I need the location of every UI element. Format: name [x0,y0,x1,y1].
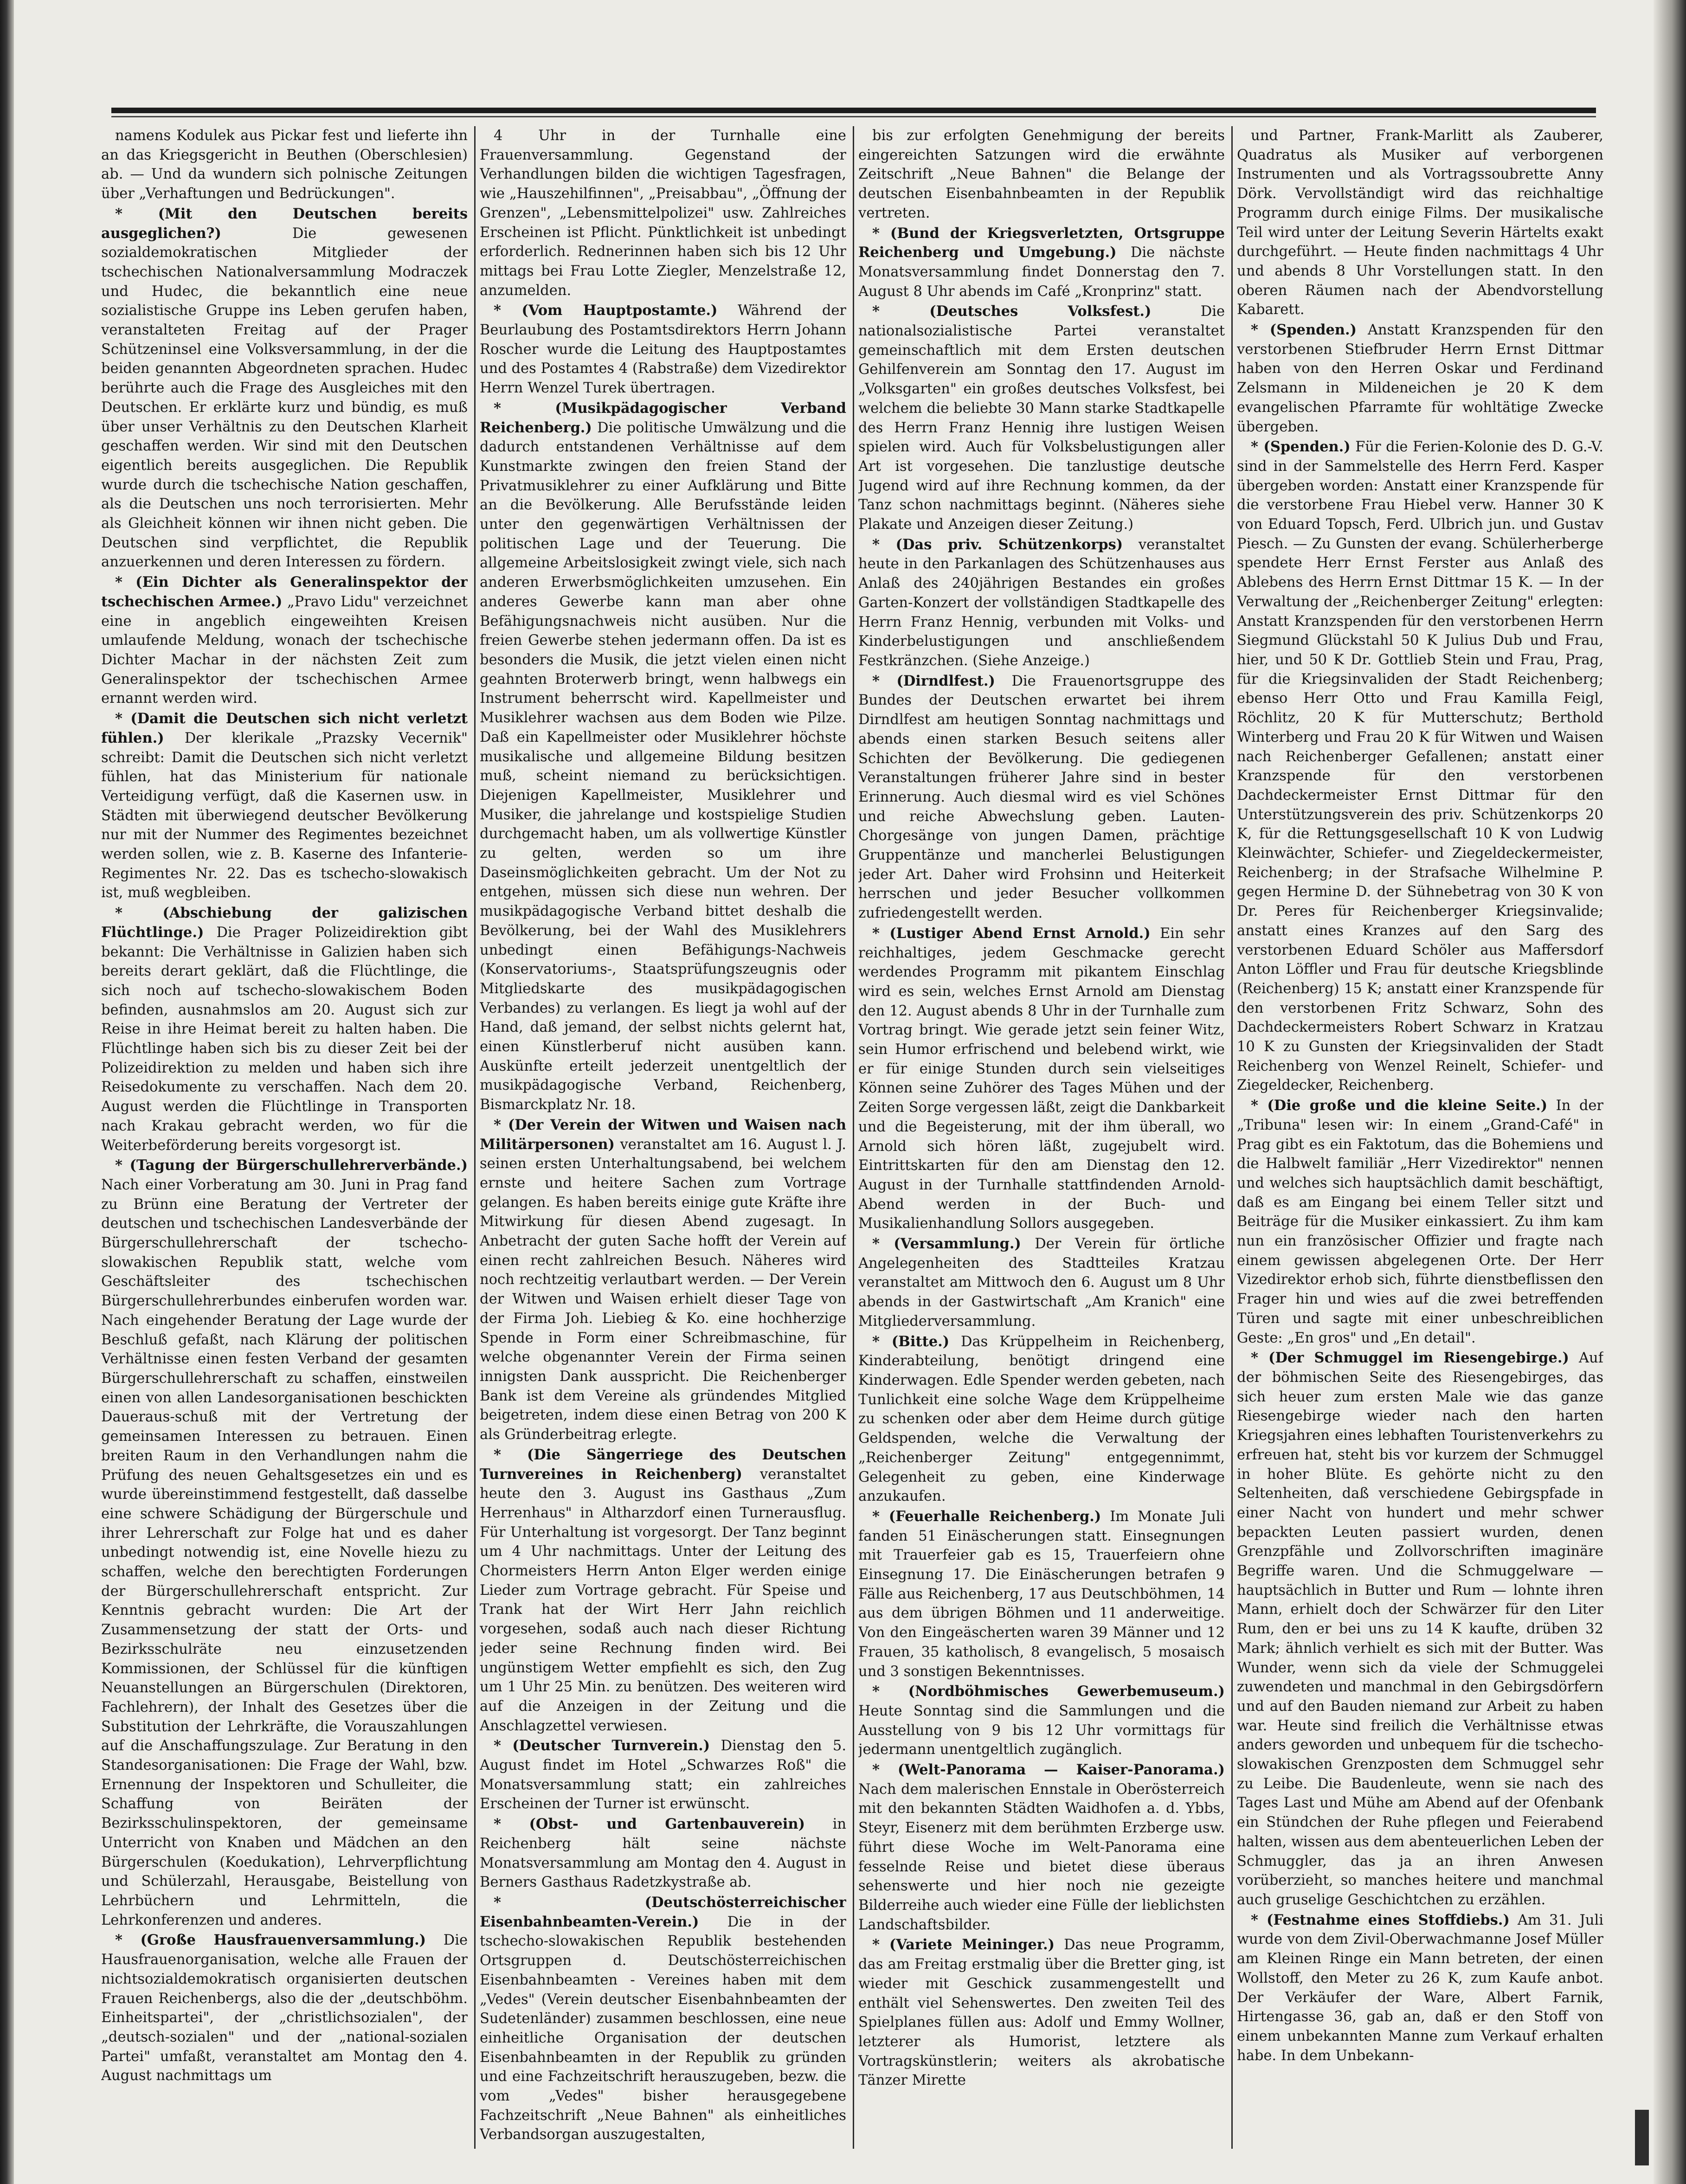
article-paragraph: * (Vom Hauptpostamte.) Während der Beurlaubung des Postamtsdirektors Herrn Johann Roscher wurde die Leitung des Hauptpostamtes und des Postamtes 4 (Rabstraße) dem Vizedirektor Herrn Wenzel Turek übertragen. [480,302,846,397]
article-heading: * (Deutsches Volksfest.) [872,303,1152,320]
article-paragraph: * (Der Schmuggel im Riesengebirge.) Auf der böhmischen Seite des Riesengebirges, das sich heuer zum ersten Male wie das ganze Riesengebirge wieder nach den harten Kriegsjahren eines lebhaften Touristenverkehrs zu erfreuen hat, steht bis vor kurzem der Schmuggel in hoher Blüte. Es gehörte nicht zu den Seltenheiten, daß verschiedene Gebirgspfade in einer Nacht von hundert und mehr schwer bepackten Leuten passiert wurden, denen Grenzpfähle und Zollvorschriften imaginäre Begriffe waren. Und die Schmuggelware — hauptsächlich in Butter und Rum — lohnte ihren Mann, erhielt doch der Schwärzer für den Liter Rum, den er bei uns zu 14 K kaufte, drüben 32 Mark; ähnlich verhielt es sich mit der Butter. Was Wunder, wenn sich da viele der Schmuggelei zuwendeten und manchmal in den Gebirgsdörfern und auf den Bauden niemand zur Arbeit zu haben war. Heute sind freilich die Verhältnisse etwas anders geworden und unbequem für die tschecho-slowakischen Grenzposten dem Schmuggel sehr zu Leibe. Die Baudenleute, wenn sie nach des Tages Last und Mühe am Abend auf der Ofenbank ein Stündchen der Ruhe pflegen und Feierabend halten, wissen aus dem abenteuerlichen Leben der Schmuggler, das ja an ihren Anwesen vorüberzieht, so manches heitere und manchmal auch gruselige Geschichtchen zu erzählen. [1237,1349,1603,1908]
article-heading: * (Der Schmuggel im Riesengebirge.) [1251,1349,1569,1367]
article-heading: * (Lustiger Abend Ernst Arnold.) [872,925,1151,942]
article-heading: * (Bitte.) [872,1333,950,1350]
article-heading: * (Feuerhalle Reichenberg.) [872,1508,1101,1525]
scan-binding-mark [1635,2110,1649,2165]
article-heading: * (Deutschösterreichischer Eisenbahnbeamten-Verein.) [480,1894,846,1930]
article-heading: * (Die große und die kleine Seite.) [1251,1097,1548,1114]
article-paragraph: * (Spenden.) Für die Ferien-Kolonie des D. G.-V. sind in der Sammelstelle des Herrn Ferd. Kasper übergeben worden: Anstatt einer Kranzspende für die verstorbene Frau Hiebel verw. Hanner 30 K von Eduard Topsch, Ferd. Ulbrich jun. und Gustav Piesch. — Zu Gunsten der evang. Schülerherberge spendete Herr Ernst Ferster aus Anlaß des Ablebens des Herrn Ernst Dittmar 15 K. — In der Verwaltung der „Reichenberger Zeitung" erlegten: Anstatt Kranzspenden für den verstorbenen Herrn Siegmund Glückstahl 50 K Julius Dub und Frau, hier, und 50 K Dr. Gottlieb Stein und Frau, Prag, für die Kriegsinvaliden der Stadt Reichenberg; ebenso Herr Otto und Frau Kamilla Feigl, Röchlitz, 20 K für Mutterschutz; Berthold Winterberg und Frau 20 K für Witwen und Waisen nach Reichenberger Gefallenen; anstatt einer Kranzspende für den verstorbenen Dachdeckermeister Ernst Dittmar für den Unterstützungsverein des priv. Schützenkorps 20 K, für die Rettungsgesellschaft 10 K von Ludwig Kleinwächter, Schiefer- und Ziegeldeckermeister, Reichenberg; in der Strafsache Wilhelmine P. gegen Hermine D. der Sühnebetrag von 30 K von Dr. Peres für Reichenberger Kriegsinvalide; anstatt eines Kranzes auf den Sarg des verstorbenen Eduard Schöler aus Maffersdorf Anton Löffler und Frau für deutsche Kriegsblinde (Reichenberg) 15 K; anstatt einer Kranzspende für den verstorbenen Fritz Schwarz, Sohn des Dachdeckermeisters Robert Schwarz in Kratzau 10 K zu Gunsten der Kriegsinvaliden der Stadt Reichenberg von Wenzel Reinelt, Schiefer- und Ziegeldecker, Reichenberg. [1237,438,1603,1094]
column-1 [101,126,468,2149]
article-paragraph: * (Obst- und Gartenbauverein) in Reichenberg hält seine nächste Monatsversammlung am Montag den 4. August in Berners Gasthaus Radetzkystraße ab. [480,1816,846,1891]
article-heading: * (Vom Hauptpostamte.) [494,302,718,319]
article-heading: * (Die Sängerriege des Deutschen Turnvereines in Reichenberg) [480,1446,846,1483]
column-divider [853,126,854,2149]
article-heading: * (Das priv. Schützenkorps) [872,536,1123,553]
article-paragraph: * (Der Verein der Witwen und Waisen nach Militärpersonen) veranstaltet am 16. August l. J. seinen ersten Unterhaltungsabend, bei welchem ernste und heitere Sachen zum Vortrage gelangen. Es haben bereits einige gute Kräfte ihre Mitwirkung für diesen Abend zugesagt. In Anbetracht der guten Sache hofft der Verein auf einen recht zahlreichen Besuch. Näheres wird noch rechtzeitig verlautbart werden. — Der Verein der Witwen und Waisen erhielt dieser Tage von der Firma Joh. Liebieg & Ko. eine hochherzige Spende in Form einer Schreibmaschine, für welche obgenannter Verein der Firma seinen innigsten Dank ausspricht. Die Reichenberger Bank ist dem Vereine als gründendes Mitglied beigetreten, indem diese einen Betrag von 200 K als Gründerbeitrag erlegte. [480,1116,846,1443]
article-heading: * (Festnahme eines Stoffdiebs.) [1251,1911,1510,1928]
article-paragraph: * (Die Sängerriege des Deutschen Turnvereines in Reichenberg) veranstaltet heute den 3. August ins Gasthaus „Zum Herrenhaus" in Altharzdorf einen Turnerausflug. Für Unterhaltung ist vorgesorgt. Der Tanz beginnt um 4 Uhr nachmittags. Unter der Leitung des Chormeisters Herrn Anton Elger werden einige Lieder zum Vortrage gebracht. Für Speise und Trank hat der Wirt Herr Jahn reichlich vorgesehen, sodaß auch nach dieser Richtung jeder seine Rechnung finden wird. Bei ungünstigem Wetter empfiehlt es sich, den Zug um 1 Uhr 25 Min. zu benützen. Des weiteren wird auf die Anzeigen in der Zeitung und die Anschlagzettel verwiesen. [480,1446,846,1734]
article-heading: * (Ein Dichter als Generalinspektor der tschechischen Armee.) [101,574,468,610]
article-paragraph: * (Damit die Deutschen sich nicht verletzt fühlen.) Der klerikale „Prazsky Vecernik" schreibt: Damit die Deutschen sich nicht verletzt fühlen, hat das Ministerium für nationale Verteidigung verfügt, daß die Kasernen usw. in Städten mit überwiegend deutscher Bevölkerung nur mit der Nummer des Regimentes bezeichnet werden sollen, wie z. B. Kaserne des Infanterie-Regimentes Nr. 22. Das es tschecho-slowakisch ist, muß wegbleiben. [101,710,468,901]
article-paragraph: und Partner, Frank-Marlitt als Zauberer, Quadratus als Musiker auf verborgenen Instrumenten und als Vortragssoubrette Anny Dörk. Vervollständigt wird das reichhaltige Programm durch einige Films. Der musikalische Teil wird unter der Leitung Severin Härtelts exakt durchgeführt. — Heute finden nachmittags 4 Uhr und abends 8 Uhr Vorstellungen statt. In den oberen Räumen nach der Abendvorstellung Kabarett. [1237,128,1603,318]
article-paragraph: * (Versammlung.) Der Verein für örtliche Angelegenheiten des Stadtteiles Kratzau veranstaltet am Mittwoch den 6. August um 8 Uhr abends in der Gastwirtschaft „Am Kranich" eine Mitgliederversammlung. [858,1235,1225,1330]
article-paragraph: * (Dirndlfest.) Die Frauenortsgruppe des Bundes der Deutschen erwartet bei ihrem Dirndlfest am heutigen Sonntag nachmittags und abends einen starken Besuch seitens aller Schichten der Bevölkerung. Die gediegenen Veranstaltungen früherer Jahre sind in bester Erinnerung. Auch diesmal wird es viel Schönes und reiche Abwechslung geben. Lauten-Chorgesänge von jungen Damen, prächtige Gruppentänze und mancherlei Belustigungen jeder Art. Daher wird Frohsinn und Heiterkeit herrschen und jeder Besucher vollkommen zufriedengestellt werden. [858,672,1225,922]
article-paragraph: * (Mit den Deutschen bereits ausgeglichen?) Die gewesenen sozialdemokratischen Mitglieder der tschechischen Nationalversammlung Modraczek und Hudec, die bekanntlich eine neue sozialistische Gruppe ins Leben gerufen haben, veranstalteten Freitag auf der Prager Schützeninsel eine Volksversammlung, in der die beiden genannten Abgeordneten sprachen. Hudec berührte auch die Frage des Ausgleiches mit den Deutschen. Er erklärte kurz und bündig, es muß über unser Verhältnis zu den Deutschen Klarheit geschaffen werden. Wir sind mit den Deutschen eigentlich bereits ausgeglichen. Die Republik wurde durch die tschechische Nation geschaffen, als die Deutschen uns noch terrorisierten. Mehr als Gleichheit können wir ihnen nicht geben. Die Deutschen sind verpflichtet, die Republik anzuerkennen und deren Interessen zu fördern. [101,205,468,571]
article-heading: * (Tagung der Bürgerschullehrerverbände.) [115,1157,468,1174]
article-paragraph: * (Die große und die kleine Seite.) In der „Tribuna" lesen wir: In einem „Grand-Café" in Prag gibt es ein Faktotum, das die Bohemiens und die Halbwelt familiär „Herr Vizedirektor" nennen und welches sich hauptsächlich damit beschäftigt, daß es am Eingang bei einem Teller sitzt und Beiträge für die Musiker einkassiert. Zu ihm kam nun ein französischer Offizier und fragte nach einem gewissen abgelegenen Orte. Der Herr Vizedirektor erhob sich, führte dienstbeflissen den Frager hin und wies auf die zwei betreffenden Türen und sagte mit einer unbeschreiblichen Geste: „En gros" und „En detail". [1237,1097,1603,1346]
article-paragraph: * (Ein Dichter als Generalinspektor der tschechischen Armee.) „Pravo Lidu" verzeichnet eine in angeblich eingeweihten Kreisen umlaufende Meldung, wonach der tschechische Dichter Machar in der nächsten Zeit zum Generalinspektor der tschechischen Armee ernannt werden wird. [101,574,468,707]
article-paragraph: * (Lustiger Abend Ernst Arnold.) Ein sehr reichhaltiges, jedem Geschmacke gerecht werdendes Programm mit pikantem Einschlag wird es sein, welches Ernst Arnold am Dienstag den 12. August abends 8 Uhr in der Turnhalle zum Vortrag bringt. Wie gerade jetzt sein feiner Witz, sein Humor erfrischend und belebend wirkt, wie er für einige Stunden durch sein vielseitiges Können seine Zuhörer des Tages Mühen und der Zeiten Sorge vergessen läßt, zeigt die Dankbarkeit und die Begeisterung, mit der ihm überall, wo Arnold sich hören läßt, zugejubelt wird. Eintrittskarten für den am Dienstag den 12. August in der Turnhalle stattfindenden Arnold-Abend werden in der Buch- und Musikalienhandlung Sollors ausgegeben. [858,925,1225,1232]
article-paragraph: bis zur erfolgten Genehmigung der bereits eingereichten Satzungen wird die erwähnte Zeitschrift „Neue Bahnen" die Belange der deutschen Eisenbahnbeamten in der Republik vertreten. [858,128,1225,221]
header-rule [111,108,1596,113]
article-paragraph: * (Spenden.) Anstatt Kranzspenden für den verstorbenen Stiefbruder Herrn Ernst Dittmar haben von den Herren Oskar und Ferdinand Zelsmann in Mildeneichen je 20 K dem evangelischen Pfarramte für wohltätige Zwecke übergeben. [1237,321,1603,435]
article-heading: * (Obst- und Gartenbauverein) [494,1816,805,1833]
article-heading: * (Mit den Deutschen bereits ausgeglichen?) [101,205,468,242]
article-paragraph: * (Deutscher Turnverein.) Dienstag den 5. August findet im Hotel „Schwarzes Roß" die Monatsversammlung statt; ein zahlreiches Erscheinen der Turner ist erwünscht. [480,1737,846,1812]
article-heading: * (Spenden.) [1251,321,1357,339]
article-heading: * (Spenden.) [1251,438,1351,456]
column-3 [858,126,1225,2149]
article-paragraph: * (Musikpädagogischer Verband Reichenberg.) Die politische Umwälzung und die dadurch entstandenen Verhältnisse auf dem Kunstmarkte zwingen den freien Stand der Privatmusiklehrer zu einer Aufklärung und Bitte an die Bevölkerung. Alle Berufsstände leiden unter den gegenwärtigen Verhältnissen der politischen Lage und der Teuerung. Die allgemeine Arbeitslosigkeit zwingt viele, sich nach anderen Erwerbsmöglichkeiten umzusehen. Ein anderes Gewerbe kann man aber ohne Befähigungsnachweis nicht ausüben. Nur die freien Gewerbe stehen jedermann offen. Da ist es besonders die Musik, die jetzt vielen einen nicht geahnten Broterwerb bringt, wenn halbwegs ein Instrument beherrscht wird. Kapellmeister und Musiklehrer wachsen aus dem Boden wie Pilze. Daß ein Kapellmeister oder Musiklehrer höchste musikalische und allgemeine Bildung besitzen muß, scheint niemand zu berücksichtigen. Diejenigen Kapellmeister, Musiklehrer und Musiker, die jahrelange und kostspielige Studien durchgemacht haben, um als vollwertige Künstler zu gelten, werden so um ihre Daseinsmöglichkeiten gebracht. Um der Not zu entgehen, müssen sich diese nun wehren. Der musikpädagogische Verband bittet deshalb die Bevölkerung, bei der Wahl des Musiklehrers unbedingt einen Befähigungs-Nachweis (Konservatoriums-, Staatsprüfungszeugnis oder Mitgliedskarte des musikpädagogischen Verbandes) zu verlangen. Es liegt ja wohl auf der Hand, daß jemand, der selbst nichts gelernt hat, einen Künstlerberuf nicht ausüben kann. Auskünfte erteilt jederzeit unentgeltlich der musikpädagogische Verband, Reichenberg, Bismarckplatz Nr. 18. [480,399,846,1113]
article-heading: * (Dirndlfest.) [872,672,995,689]
scan-edge-right [1654,0,1686,2184]
article-heading: * (Damit die Deutschen sich nicht verletzt fühlen.) [101,710,468,746]
article-heading: * (Abschiebung der galizischen Flüchtlinge.) [101,905,468,941]
article-paragraph: namens Kodulek aus Pickar fest und lieferte ihn an das Kriegsgericht in Beuthen (Oberschlesien) ab. — Und da wundern sich polnische Zeitungen über „Verhaftungen und Bedrückungen". [101,128,468,202]
article-heading: * (Musikpädagogischer Verband Reichenberg.) [480,399,846,436]
article-heading: * (Bund der Kriegsverletzten, Ortsgruppe Reichenberg und Umgebung.) [858,225,1225,261]
article-heading: * (Deutscher Turnverein.) [494,1737,710,1754]
column-divider [474,126,476,2149]
article-heading: * (Große Hausfrauenversammlung.) [115,1932,426,1949]
article-paragraph: * (Welt-Panorama — Kaiser-Panorama.) Nach dem malerischen Ennstale in Oberösterreich mit den bekannten Städten Waidhofen a. d. Ybbs, Steyr, Eisenerz mit dem berühmten Erzberge usw. führt diese Woche im Welt-Panorama eine fesselnde Reise und bietet diese überaus sehenswerte und hier noch nie gezeigte Bilderreihe auch wieder eine Fülle der lieblichsten Landschaftsbilder. [858,1761,1225,1933]
article-paragraph: * (Variete Meininger.) Das neue Programm, das am Freitag erstmalig über die Bretter ging, ist wieder mit Geschick zusammengestellt und enthält viel Sehenswertes. Den zweiten Teil des Spielplanes füllen aus: Adolf und Emmy Wollner, letzterer als Humorist, letztere als Vortragskünstlerin; weiters als akrobatische Tänzer Mirette [858,1936,1225,2089]
column-4 [1237,126,1603,2149]
article-heading: * (Welt-Panorama — Kaiser-Panorama.) [872,1761,1225,1779]
article-paragraph: * (Bitte.) Das Krüppelheim in Reichenberg, Kinderabteilung, benötigt dringend eine Kinderwagen. Edle Spender werden gebeten, nach Tunlichkeit eine solche Wage dem Krüppelheime zu schenken oder aber dem Heime durch gütige Geldspenden, welche die Verwaltung der „Reichenberger Zeitung" entgegennimmt, Gelegenheit zu geben, eine Kinderwage anzukaufen. [858,1333,1225,1505]
column-2 [480,126,846,2149]
article-heading: * (Variete Meininger.) [872,1936,1055,1953]
article-heading: * (Der Verein der Witwen und Waisen nach Militärpersonen) [480,1116,846,1153]
article-paragraph: 4 Uhr in der Turnhalle eine Frauenversammlung. Gegenstand der Verhandlungen bilden die wichtigen Tagesfragen, wie „Hauszehilfinnen", „Preisabbau", „Öffnung der Grenzen", „Lebensmittelpolizei" usw. Zahlreiches Erscheinen ist Pflicht. Pünktlichkeit ist unbedingt erforderlich. Rednerinnen haben sich bis 12 Uhr mittags bei Frau Lotte Ziegler, Menzelstraße 12, anzumelden. [480,128,846,299]
header-rule-thin [111,116,1596,117]
article-paragraph: * (Bund der Kriegsverletzten, Ortsgruppe Reichenberg und Umgebung.) Die nächste Monatsversammlung findet Donnerstag den 7. August 8 Uhr abends im Café „Kronprinz" statt. [858,225,1225,300]
article-paragraph: * (Deutschösterreichischer Eisenbahnbeamten-Verein.) Die in der tschecho-slowakischen Republik bestehenden Ortsgruppen d. Deutschösterreichischen Eisenbahnbeamten - Vereines haben mit dem „Vedes" (Verein deutscher Eisenbahnbeamten der Sudetenländer) zusammen beschlossen, eine neue einheitliche Organisation der deutschen Eisenbahnbeamten in der Republik zu gründen und eine Fachzeitschrift herauszugeben, bezw. die vom „Vedes" bisher herausgegebene Fachzeitschrift „Neue Bahnen" als einheitliches Verbandsorgan auszugestalten, [480,1894,846,2143]
article-paragraph: * (Feuerhalle Reichenberg.) Im Monate Juli fanden 51 Einäscherungen statt. Einsegnungen mit Trauerfeier gab es 15, Trauerfeiern ohne Einsegnung 17. Die Einäscherungen betrafen 9 Fälle aus Reichenberg, 17 aus Deutschböhmen, 14 aus dem übrigen Böhmen und 11 anderweitige. Von den Eingeäscherten waren 39 Männer und 12 Frauen, 35 katholisch, 8 evangelisch, 5 mosaisch und 3 sonstigen Bekenntnisses. [858,1508,1225,1680]
article-paragraph: * (Abschiebung der galizischen Flüchtlinge.) Die Prager Polizeidirektion gibt bekannt: Die Verhältnisse in Galizien haben sich bereits derart geklärt, daß die Flüchtlinge, die sich noch auf tschecho-slowakischem Boden befinden, ausnahmslos am 20. August sich zur Reise in ihre Heimat bereit zu halten haben. Die Flüchtlinge haben sich bis zu dieser Zeit bei der Polizeidirektion zu melden und haben sich ihre Reisedokumente zu verschaffen. Nach dem 20. August werden die Flüchtlinge in Transporten nach Krakau gebracht werden, wo für die Weiterbeförderung bereits vorgesorgt ist. [101,905,468,1154]
article-paragraph: * (Nordböhmisches Gewerbemuseum.) Heute Sonntag sind die Sammlungen und die Ausstellung von 9 bis 12 Uhr vormittags für jedermann unentgeltlich zugänglich. [858,1683,1225,1758]
article-heading: * (Nordböhmisches Gewerbemuseum.) [872,1683,1225,1700]
article-paragraph: * (Deutsches Volksfest.) Die nationalsozialistische Partei veranstaltet gemeinschaftlich mit dem Ersten deutschen Gehilfenverein am Sonntag den 17. August im „Volksgarten" ein großes deutsches Volksfest, bei welchem die beliebte 30 Mann starke Stadtkapelle des Herrn Franz Hennig ihre lustigen Weisen spielen wird. Auch für Volksbelustigungen aller Art ist vorgesehen. Die tanzlustige deutsche Jugend wird auf ihre Rechnung kommen, da der Tanz schon nachmittags beginnt. (Näheres siehe Plakate und Anzeigen dieser Zeitung.) [858,303,1225,533]
article-paragraph: * (Das priv. Schützenkorps) veranstaltet heute in den Parkanlagen des Schützenhauses aus Anlaß des 240jährigen Bestandes ein großes Garten-Konzert der vollständigen Stadtkapelle des Herrn Franz Hennig, verbunden mit Volks- und Kinderbelustigungen und anschließendem Festkränzchen. (Siehe Anzeige.) [858,536,1225,669]
article-paragraph: * (Festnahme eines Stoffdiebs.) Am 31. Juli wurde von dem Zivil-Oberwachmanne Josef Müller am Kleinen Ringe ein Mann betreten, der einen Wollstoff, den Meter zu 26 K, zum Kaufe anbot. Der Verkäufer der Ware, Albert Farnik, Hirtengasse 36, gab an, daß er den Stoff von einem unbekannten Manne zum Verkauf erhalten habe. In dem Unbekann- [1237,1911,1603,2064]
article-heading: * (Versammlung.) [872,1235,1021,1253]
article-paragraph: * (Große Hausfrauenversammlung.) Die Hausfrauenorganisation, welche alle Frauen der nichtsozialdemokratisch organisierten deutschen Frauen Reichenbergs, also die der „deutschböhm. Einheitspartei", der „christlichsozialen", der „deutsch-sozialen" und der „national-sozialen Partei" umfaßt, veranstaltet am Montag den 4. August nachmittags um [101,1932,468,2084]
article-paragraph: * (Tagung der Bürgerschullehrerverbände.) Nach einer Vorberatung am 30. Juni in Prag fand zu Brünn eine Beratung der Vertreter der deutschen und tschechischen Landesverbände der Bürgerschullehrerschaft der tschecho-slowakischen Republik statt, welche vom Geschäftsleiter des tschechischen Bürgerschullehrerbundes einberufen worden war. Nach eingehender Beratung der Lage wurde der Beschluß gefaßt, nach Klärung der politischen Verhältnisse einen festen Verband der gesamten Bürgerschullehrerschaft zu schaffen, einstweilen einen von allen Landesorganisationen beschickten Daueraus-schuß mit der Vertretung der gemeinsamen Interessen zu betrauen. Einen breiten Raum in den Verhandlungen nahm die Prüfung des neuen Gehaltsgesetzes ein und es wurde übereinstimmend festgestellt, daß dasselbe eine schwere Schädigung der Bürgerschule und ihrer Lehrerschaft zur Folge hat und es daher unbedingt notwendig ist, eine Novelle hiezu zu schaffen, welche den berechtigten Forderungen der Bürgerschullehrerschaft entspricht. Zur Kenntnis gebracht wurden: Die Art der Zusammensetzung der statt der Orts- und Bezirksschulräte neu einzusetzenden Kommissionen, der Schlüssel für die künftigen Neuanstellungen an Bürgerschulen (Direktoren, Fachlehrern), der Inhalt des Gesetzes über die Substitution der Lehrkräfte, die Vorauszahlungen auf die Anschaffungszulage. Zur Beratung in den Standesorganisationen: Die Frage der Wahl, bzw. Ernennung der Inspektoren und Schulleiter, die Schaffung von Beiräten der Bezirksschulinspektoren, der gemeinsame Unterricht von Knaben und Mädchen an den Bürgerschulen (Koedukation), Lehrverpflichtung und Schülerzahl, Herausgabe, Beistellung von Lehrbüchern und Lehrmitteln, die Lehrkonferenzen und anderes. [101,1157,468,1928]
column-divider [1231,126,1233,2149]
scan-edge-left [0,0,14,2184]
